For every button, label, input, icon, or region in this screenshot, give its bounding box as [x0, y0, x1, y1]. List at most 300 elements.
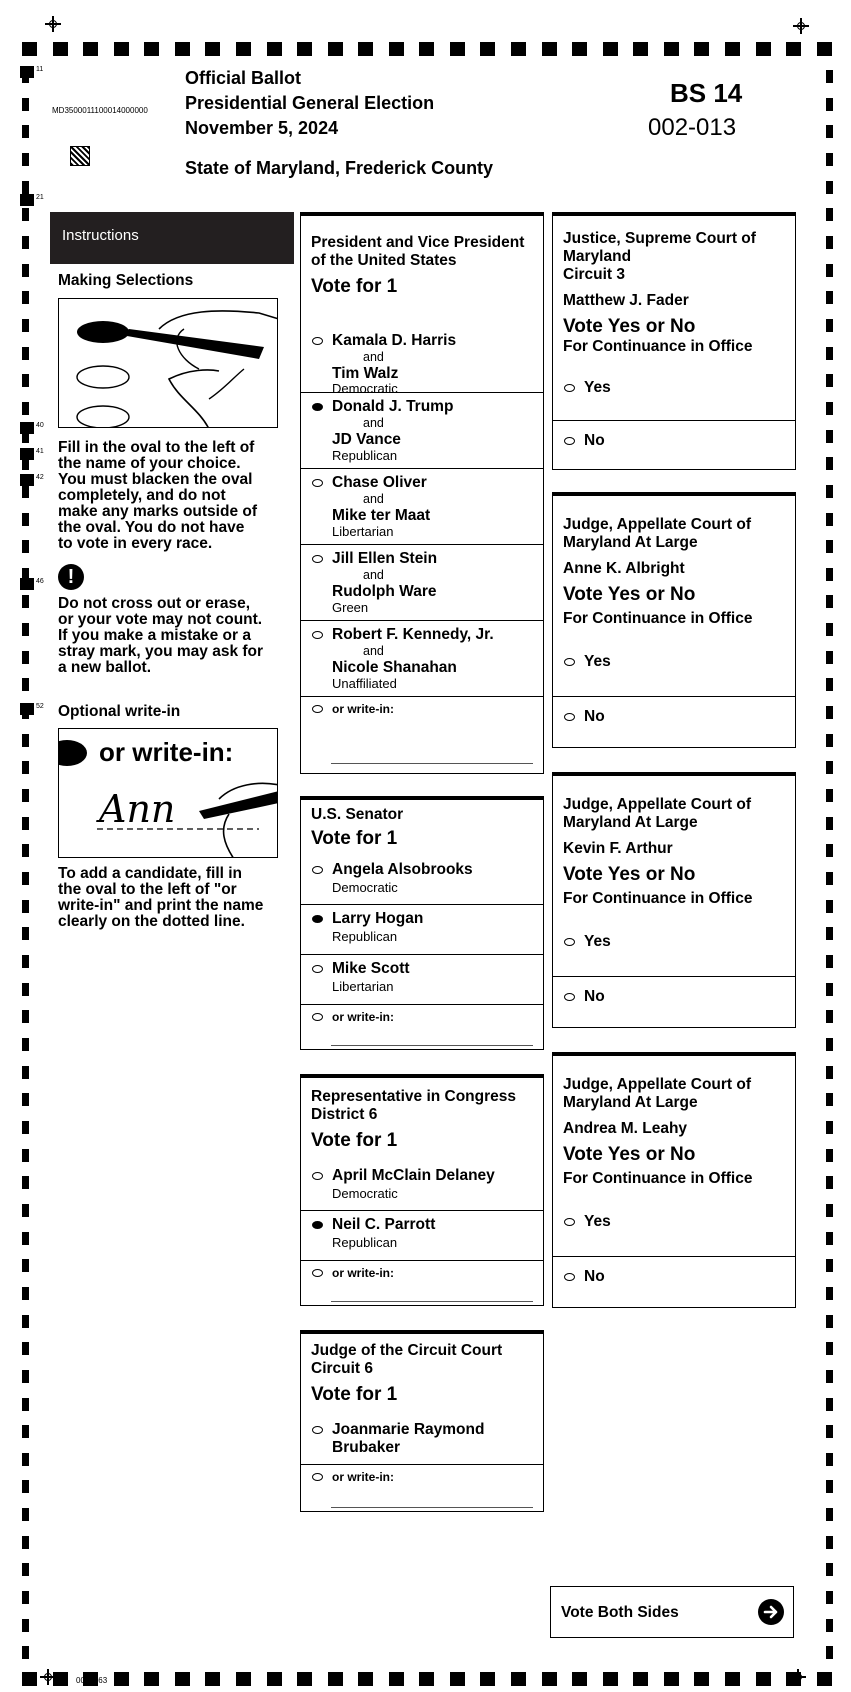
- timing-mark: [603, 1672, 618, 1686]
- vote-oval[interactable]: [564, 658, 575, 666]
- timing-mark: [22, 1591, 29, 1604]
- retention-question: Vote Yes or No: [563, 584, 696, 605]
- vote-oval[interactable]: [564, 437, 575, 445]
- yes-option[interactable]: [553, 1196, 795, 1256]
- timing-mark: [826, 651, 833, 664]
- and-label: and: [363, 416, 384, 430]
- timing-mark: [826, 844, 833, 857]
- vote-oval[interactable]: [564, 713, 575, 721]
- candidate-option[interactable]: [301, 314, 543, 396]
- timing-mark: [450, 1672, 465, 1686]
- timing-mark: [826, 955, 833, 968]
- timing-mark: [22, 1425, 29, 1438]
- candidate-name: [332, 1421, 484, 1457]
- ballot-style: BS 14: [670, 78, 743, 108]
- writein-label: or write-in:: [332, 1266, 394, 1280]
- timing-mark: [725, 1672, 740, 1686]
- timing-mark: [144, 42, 159, 56]
- party-label: Green: [332, 600, 369, 615]
- timing-mark: [22, 1619, 29, 1632]
- contest-title-line: District 6: [311, 1106, 378, 1123]
- timing-mark: [22, 402, 29, 415]
- candidate-option[interactable]: [301, 1160, 543, 1208]
- timing-mark: [419, 1672, 434, 1686]
- vote-oval[interactable]: [312, 337, 323, 345]
- writein-instructions: [58, 866, 298, 930]
- timing-mark: [22, 983, 29, 996]
- candidate-name: Larry Hogan: [332, 910, 424, 927]
- writein-label: or write-in:: [332, 1010, 394, 1024]
- timing-mark: [297, 42, 312, 56]
- warning-icon: !: [58, 564, 84, 590]
- timing-mark: [22, 1232, 29, 1245]
- contest-title-line: Circuit 3: [563, 266, 626, 283]
- side-mark: [20, 578, 44, 590]
- yes-option[interactable]: [553, 636, 795, 696]
- footer-code: 0010763: [76, 1676, 108, 1685]
- instruction-line: to vote in every race.: [58, 535, 213, 552]
- vote-oval-marked[interactable]: [312, 915, 323, 923]
- writein-line[interactable]: [331, 1301, 533, 1302]
- timing-mark: [389, 42, 404, 56]
- timing-mark: [826, 1066, 833, 1079]
- timing-mark: [22, 153, 29, 166]
- timing-mark: [22, 98, 29, 111]
- vote-for: Vote for 1: [311, 1384, 398, 1405]
- optional-writein-heading: Optional write-in: [58, 703, 181, 720]
- election-date: November 5, 2024: [185, 118, 339, 138]
- writein-label: or write-in:: [332, 1470, 394, 1484]
- timing-mark: [826, 983, 833, 996]
- timing-mark: [826, 457, 833, 470]
- side-mark-number: 21: [36, 194, 44, 201]
- timing-mark: [328, 42, 343, 56]
- timing-mark: [22, 1508, 29, 1521]
- vote-for: Vote for 1: [311, 276, 398, 297]
- vote-oval[interactable]: [312, 1426, 323, 1434]
- yes-label: Yes: [584, 933, 611, 950]
- timing-mark: [22, 651, 29, 664]
- vote-for: Vote for 1: [311, 828, 398, 849]
- timing-marks-left: [22, 70, 30, 1660]
- jurisdiction: State of Maryland, Frederick County: [185, 158, 494, 178]
- vote-oval[interactable]: [564, 384, 575, 392]
- contest-title-line: Justice, Supreme Court of: [563, 230, 756, 247]
- contest-appellate-leahy: [552, 1052, 796, 1308]
- contest-title: U.S. Senator: [311, 806, 404, 823]
- instruction-line: a new ballot.: [58, 659, 152, 676]
- no-option[interactable]: [553, 976, 795, 1028]
- timing-marks-top: [22, 42, 832, 56]
- timing-mark: [83, 42, 98, 56]
- timing-mark: [826, 1508, 833, 1521]
- timing-mark: [826, 1010, 833, 1023]
- contest-title: [301, 216, 543, 270]
- timing-mark: [22, 623, 29, 636]
- timing-mark: [205, 42, 220, 56]
- timing-mark: [22, 125, 29, 138]
- timing-mark: [826, 264, 833, 277]
- writein-option[interactable]: [301, 1260, 543, 1306]
- instruction-line: the name of your choice.: [58, 455, 241, 472]
- timing-mark: [826, 706, 833, 719]
- timing-mark: [22, 1398, 29, 1411]
- judge-name: Kevin F. Arthur: [563, 840, 673, 857]
- candidate-name-line: Brubaker: [332, 1439, 401, 1456]
- no-option[interactable]: [553, 1256, 795, 1308]
- side-mark-number: 41: [36, 448, 44, 455]
- contest-appellate-albright: [552, 492, 796, 748]
- ballot-id: MD3500011100014000000: [52, 106, 148, 115]
- candidate-option[interactable]: [301, 1210, 543, 1260]
- timing-mark: [826, 70, 833, 83]
- timing-mark: [22, 1204, 29, 1217]
- instruction-line: To add a candidate, fill in: [58, 865, 243, 882]
- no-label: No: [584, 708, 605, 725]
- timing-mark: [358, 42, 373, 56]
- candidate-option[interactable]: [301, 854, 543, 902]
- instruction-line: make any marks outside of: [58, 503, 257, 520]
- vote-oval[interactable]: [312, 1172, 323, 1180]
- timing-mark: [826, 1287, 833, 1300]
- writein-option[interactable]: [301, 1464, 543, 1512]
- timing-mark: [22, 1646, 29, 1659]
- vote-oval-marked[interactable]: [312, 403, 323, 411]
- writein-line[interactable]: [331, 763, 533, 764]
- yes-label: Yes: [584, 379, 611, 396]
- instruction-line: clearly on the dotted line.: [58, 913, 245, 930]
- yes-label: Yes: [584, 653, 611, 670]
- timing-mark: [22, 1287, 29, 1300]
- candidate-name-line: Joanmarie Raymond: [332, 1421, 485, 1438]
- contest-title: [553, 496, 795, 552]
- timing-mark: [297, 1672, 312, 1686]
- party-label: Democratic: [332, 381, 398, 396]
- timing-mark: [826, 485, 833, 498]
- timing-mark: [22, 1010, 29, 1023]
- precinct-number: 002-013: [648, 114, 737, 141]
- contest-title: [553, 1056, 795, 1112]
- timing-mark: [542, 42, 557, 56]
- timing-mark: [826, 402, 833, 415]
- timing-mark: [826, 291, 833, 304]
- timing-mark: [826, 761, 833, 774]
- running-mate-name: Rudolph Ware: [332, 583, 437, 600]
- side-mark-number: 40: [36, 422, 44, 429]
- timing-mark: [22, 734, 29, 747]
- no-label: No: [584, 988, 605, 1005]
- judge-name: Matthew J. Fader: [563, 292, 689, 309]
- side-mark: [20, 448, 44, 460]
- contest-congress: [300, 1074, 544, 1306]
- retention-question: Vote Yes or No: [563, 864, 696, 885]
- timing-mark: [114, 1672, 129, 1686]
- timing-mark: [694, 42, 709, 56]
- vote-for: Vote for 1: [311, 1130, 398, 1151]
- timing-mark: [826, 1093, 833, 1106]
- side-mark: [20, 194, 44, 206]
- running-mate-name: Tim Walz: [332, 365, 399, 382]
- timing-mark: [22, 1342, 29, 1355]
- timing-mark: [826, 872, 833, 885]
- contest-title-line: Judge of the Circuit Court: [311, 1342, 503, 1359]
- timing-mark: [22, 208, 29, 221]
- timing-mark: [22, 42, 37, 56]
- candidate-option[interactable]: [301, 620, 543, 696]
- contest-title-line: of the United States: [311, 252, 457, 269]
- side-mark: [20, 703, 44, 715]
- timing-mark: [603, 42, 618, 56]
- timing-mark: [22, 181, 29, 194]
- timing-mark: [826, 1149, 833, 1162]
- yes-option[interactable]: [553, 362, 795, 420]
- vote-oval[interactable]: [312, 866, 323, 874]
- timing-mark: [786, 1672, 801, 1686]
- timing-mark: [175, 1672, 190, 1686]
- timing-mark: [22, 1480, 29, 1493]
- timing-mark: [826, 1232, 833, 1245]
- vote-oval[interactable]: [312, 1269, 323, 1277]
- contest-supreme-court: [552, 212, 796, 470]
- timing-mark: [826, 900, 833, 913]
- writein-label: or write-in:: [332, 702, 394, 716]
- contest-title-line: Maryland: [563, 248, 632, 265]
- side-mark-number: 42: [36, 474, 44, 481]
- making-selections-heading: Making Selections: [58, 272, 194, 289]
- timing-mark: [542, 1672, 557, 1686]
- timing-mark: [22, 374, 29, 387]
- timing-mark: [450, 42, 465, 56]
- timing-mark: [826, 98, 833, 111]
- party-label: Democratic: [332, 880, 398, 895]
- contest-title: [301, 1078, 543, 1124]
- timing-mark: [22, 761, 29, 774]
- timing-mark: [22, 1259, 29, 1272]
- yes-option[interactable]: [553, 916, 795, 976]
- contest-president: [300, 212, 544, 774]
- timing-mark: [389, 1672, 404, 1686]
- running-mate-name: Nicole Shanahan: [332, 659, 457, 676]
- timing-mark: [826, 1176, 833, 1189]
- contest-title-line: President and Vice President: [311, 234, 525, 251]
- vote-oval[interactable]: [312, 1473, 323, 1481]
- vote-oval[interactable]: [564, 993, 575, 1001]
- timing-mark: [22, 872, 29, 885]
- timing-mark: [826, 236, 833, 249]
- candidate-name: April McClain Delaney: [332, 1167, 495, 1184]
- instruction-line: or your vote may not count.: [58, 611, 263, 628]
- timing-mark: [826, 1536, 833, 1549]
- party-label: Democratic: [332, 1186, 398, 1201]
- timing-mark: [480, 1672, 495, 1686]
- timing-mark: [826, 734, 833, 747]
- party-label: Libertarian: [332, 979, 394, 994]
- timing-mark: [22, 1536, 29, 1549]
- timing-mark: [826, 927, 833, 940]
- timing-mark: [826, 125, 833, 138]
- qr-code: [70, 146, 90, 166]
- crosshair-icon: [45, 16, 61, 32]
- and-label: and: [363, 350, 384, 364]
- timing-mark: [267, 1672, 282, 1686]
- election-name: Presidential General Election: [185, 93, 435, 113]
- timing-mark: [664, 42, 679, 56]
- timing-mark: [826, 789, 833, 802]
- timing-mark: [175, 42, 190, 56]
- yes-label: Yes: [584, 1213, 611, 1230]
- timing-mark: [22, 1038, 29, 1051]
- party-label: Republican: [332, 1235, 398, 1250]
- instruction-line: write-in" and print the name: [58, 897, 264, 914]
- timing-mark: [22, 264, 29, 277]
- contest-title-line: Maryland At Large: [563, 534, 698, 551]
- timing-mark: [826, 1342, 833, 1355]
- vote-oval[interactable]: [564, 938, 575, 946]
- writein-line[interactable]: [331, 1507, 533, 1508]
- vote-oval[interactable]: [312, 705, 323, 713]
- timing-mark: [826, 208, 833, 221]
- instruction-line: the oval. You do not have: [58, 519, 245, 536]
- instruction-line: If you make a mistake or a: [58, 627, 251, 644]
- timing-mark: [826, 1315, 833, 1328]
- timing-mark: [826, 1038, 833, 1051]
- timing-mark: [826, 1204, 833, 1217]
- timing-mark: [826, 1619, 833, 1632]
- writein-example-label: or write-in:: [99, 737, 234, 767]
- side-mark: [20, 474, 44, 486]
- vote-oval[interactable]: [312, 479, 323, 487]
- timing-mark: [725, 42, 740, 56]
- timing-mark: [22, 1176, 29, 1189]
- timing-mark: [22, 291, 29, 304]
- candidate-name: Robert F. Kennedy, Jr.: [332, 626, 494, 643]
- timing-mark: [22, 844, 29, 857]
- timing-mark: [826, 430, 833, 443]
- timing-mark: [480, 42, 495, 56]
- candidate-name: Chase Oliver: [332, 474, 427, 491]
- timing-mark: [511, 1672, 526, 1686]
- timing-mark: [22, 236, 29, 249]
- no-label: No: [584, 432, 605, 449]
- writein-option[interactable]: [301, 696, 543, 774]
- side-mark-number: 11: [36, 66, 44, 73]
- timing-mark: [826, 1425, 833, 1438]
- timing-mark: [419, 42, 434, 56]
- timing-mark: [826, 319, 833, 332]
- party-label: Unaffiliated: [332, 676, 397, 691]
- timing-mark: [22, 1093, 29, 1106]
- side-mark-number: 46: [36, 578, 44, 585]
- timing-mark: [22, 678, 29, 691]
- timing-mark: [22, 927, 29, 940]
- fill-instructions: [58, 440, 298, 552]
- timing-mark: [826, 374, 833, 387]
- running-mate-name: Mike ter Maat: [332, 507, 431, 524]
- timing-mark: [22, 595, 29, 608]
- timing-mark: [22, 955, 29, 968]
- timing-marks-right: [826, 70, 834, 1660]
- timing-mark: [817, 42, 832, 56]
- timing-marks-bottom: [22, 1672, 832, 1686]
- timing-mark: [267, 42, 282, 56]
- timing-mark: [22, 900, 29, 913]
- vote-oval[interactable]: [312, 631, 323, 639]
- writein-option[interactable]: [301, 1004, 543, 1050]
- timing-mark: [22, 540, 29, 553]
- vote-oval[interactable]: [564, 1273, 575, 1281]
- candidate-option[interactable]: [301, 468, 543, 544]
- vote-oval[interactable]: [312, 1013, 323, 1021]
- contest-title-line: Maryland At Large: [563, 814, 698, 831]
- arrow-right-icon: [758, 1599, 784, 1625]
- vote-oval[interactable]: [564, 1218, 575, 1226]
- timing-mark: [826, 540, 833, 553]
- timing-mark: [756, 1672, 771, 1686]
- vote-oval[interactable]: [312, 965, 323, 973]
- instruction-line: the oval to the left of "or: [58, 881, 237, 898]
- party-label: Republican: [332, 929, 398, 944]
- timing-mark: [826, 1453, 833, 1466]
- retention-subtitle: For Continuance in Office: [563, 890, 753, 907]
- candidate-option[interactable]: [301, 392, 543, 468]
- timing-mark: [664, 1672, 679, 1686]
- no-option[interactable]: [553, 696, 795, 748]
- candidate-name: Jill Ellen Stein: [332, 550, 438, 567]
- timing-mark: [826, 1259, 833, 1272]
- candidate-option[interactable]: [301, 1414, 543, 1464]
- crosshair-icon: [793, 18, 809, 34]
- side-mark: [20, 422, 44, 434]
- timing-mark: [572, 42, 587, 56]
- timing-mark: [826, 568, 833, 581]
- retention-question: Vote Yes or No: [563, 1144, 696, 1165]
- timing-mark: [633, 1672, 648, 1686]
- timing-mark: [826, 1370, 833, 1383]
- timing-mark: [22, 1453, 29, 1466]
- writein-line[interactable]: [331, 1045, 533, 1046]
- candidate-name: Angela Alsobrooks: [332, 861, 473, 878]
- timing-mark: [53, 42, 68, 56]
- contest-senator: [300, 796, 544, 1050]
- timing-mark: [826, 1121, 833, 1134]
- vote-oval[interactable]: [312, 555, 323, 563]
- vote-oval-marked[interactable]: [312, 1221, 323, 1229]
- timing-mark: [22, 319, 29, 332]
- judge-name: Anne K. Albright: [563, 560, 685, 577]
- contest-title-line: Judge, Appellate Court of: [563, 1076, 752, 1093]
- side-mark: [20, 66, 43, 78]
- instructions-bar: Instructions: [50, 212, 294, 264]
- candidate-name: Donald J. Trump: [332, 398, 454, 415]
- timing-mark: [236, 1672, 251, 1686]
- contest-title: [553, 776, 795, 832]
- timing-mark: [22, 1315, 29, 1328]
- timing-mark: [22, 1149, 29, 1162]
- contest-title-line: Judge, Appellate Court of: [563, 516, 752, 533]
- timing-mark: [786, 42, 801, 56]
- timing-mark: [826, 181, 833, 194]
- timing-mark: [328, 1672, 343, 1686]
- candidate-option[interactable]: [301, 904, 543, 954]
- and-label: and: [363, 644, 384, 658]
- candidate-option[interactable]: [301, 544, 543, 620]
- timing-mark: [817, 1672, 832, 1686]
- candidate-option[interactable]: [301, 954, 543, 1004]
- no-option[interactable]: [553, 420, 795, 470]
- timing-mark: [22, 513, 29, 526]
- retention-subtitle: For Continuance in Office: [563, 610, 753, 627]
- timing-mark: [114, 42, 129, 56]
